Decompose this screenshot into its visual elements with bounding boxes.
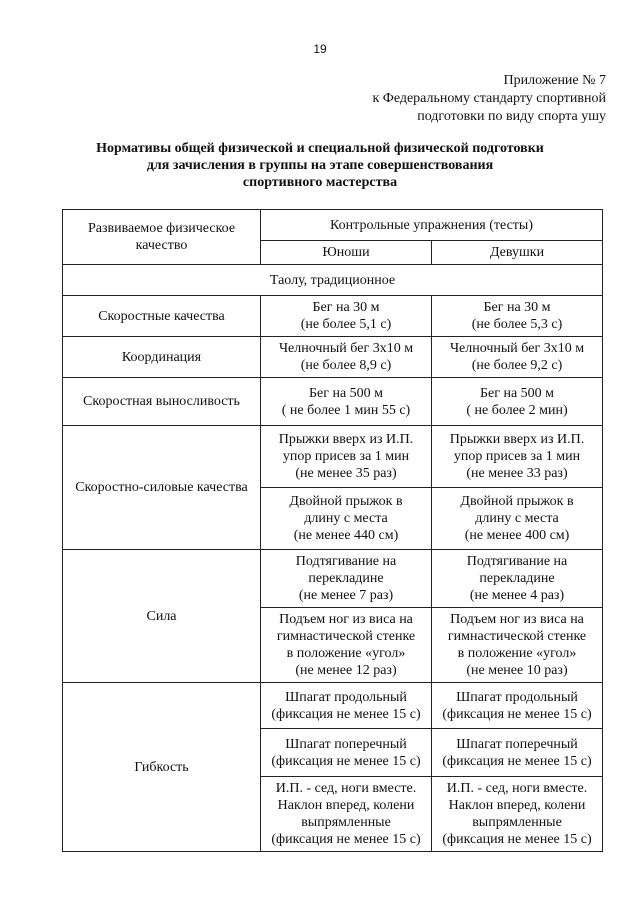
header-quality: Развиваемое физическое качество: [63, 210, 261, 265]
table-row: [63, 426, 603, 488]
quality-endurance: Скоростная выносливость: [63, 378, 261, 426]
title-line-1: Нормативы общей физической и специальной физической подготовки: [96, 141, 544, 156]
flexibility-girls-split-cross: Шпагат поперечный (фиксация не менее 15 с): [432, 729, 603, 777]
strength-girls-pullups: Подтягивание на перекладине (не менее 4 раз): [432, 550, 603, 608]
flexibility-boys-split-cross: Шпагат поперечный (фиксация не менее 15 с): [261, 729, 432, 777]
quality-flexibility: Гибкость: [63, 683, 261, 852]
strength-boys-leg-raise: Подъем ног из виса на гимнастической стенке в положение «угол» (не менее 12 раз): [261, 608, 432, 683]
section-title: Таолу, традиционное: [63, 265, 603, 296]
header-tests: Контрольные упражнения (тесты): [261, 210, 603, 241]
page-number: 19: [313, 42, 327, 56]
table-row: [63, 683, 603, 729]
appendix-line-1: Приложение № 7: [503, 73, 606, 88]
table-row: [63, 337, 603, 378]
power-girls-jumps: Прыжки вверх из И.П. упор присев за 1 мин (не менее 33 раз): [432, 426, 603, 488]
header-girls: Девушки: [432, 241, 603, 265]
speed-girls: Бег на 30 м (не более 5,3 с): [432, 296, 603, 337]
coordination-girls: Челночный бег 3х10 м (не более 9,2 с): [432, 337, 603, 378]
quality-coordination: Координация: [63, 337, 261, 378]
title-line-3: спортивного мастерства: [242, 175, 398, 190]
appendix-line-2: к Федеральному стандарту спортивной: [372, 91, 606, 106]
section-row: [63, 265, 603, 296]
appendix-block: [372, 72, 606, 126]
endurance-girls: Бег на 500 м ( не более 2 мин): [432, 378, 603, 426]
title-line-2: для зачисления в группы на этапе совершенствования: [146, 158, 494, 173]
document-title: [0, 140, 640, 191]
flexibility-boys-bend: И.П. - сед, ноги вместе. Наклон вперед, колени выпрямленные (фиксация не менее 15 с): [261, 777, 432, 852]
quality-strength: Сила: [63, 550, 261, 683]
power-girls-long-jump: Двойной прыжок в длину с места (не менее 400 см): [432, 488, 603, 550]
table-row: [63, 550, 603, 608]
table-row: [63, 378, 603, 426]
strength-girls-leg-raise: Подъем ног из виса на гимнастической стенке в положение «угол» (не менее 10 раз): [432, 608, 603, 683]
speed-boys: Бег на 30 м (не более 5,1 с): [261, 296, 432, 337]
standards-table: [62, 209, 603, 852]
quality-power: Скоростно-силовые качества: [63, 426, 261, 550]
header-boys: Юноши: [261, 241, 432, 265]
power-boys-jumps: Прыжки вверх из И.П. упор присев за 1 мин (не менее 35 раз): [261, 426, 432, 488]
table-header-row: [63, 210, 603, 241]
power-boys-long-jump: Двойной прыжок в длину с места (не менее 440 см): [261, 488, 432, 550]
coordination-boys: Челночный бег 3х10 м (не более 8,9 с): [261, 337, 432, 378]
appendix-line-3: подготовки по виду спорта ушу: [417, 109, 606, 124]
strength-boys-pullups: Подтягивание на перекладине (не менее 7 раз): [261, 550, 432, 608]
flexibility-boys-split-long: Шпагат продольный (фиксация не менее 15 с): [261, 683, 432, 729]
flexibility-girls-bend: И.П. - сед, ноги вместе. Наклон вперед, колени выпрямленные (фиксация не менее 15 с): [432, 777, 603, 852]
endurance-boys: Бег на 500 м ( не более 1 мин 55 с): [261, 378, 432, 426]
quality-speed: Скоростные качества: [63, 296, 261, 337]
table-row: [63, 296, 603, 337]
flexibility-girls-split-long: Шпагат продольный (фиксация не менее 15 с): [432, 683, 603, 729]
